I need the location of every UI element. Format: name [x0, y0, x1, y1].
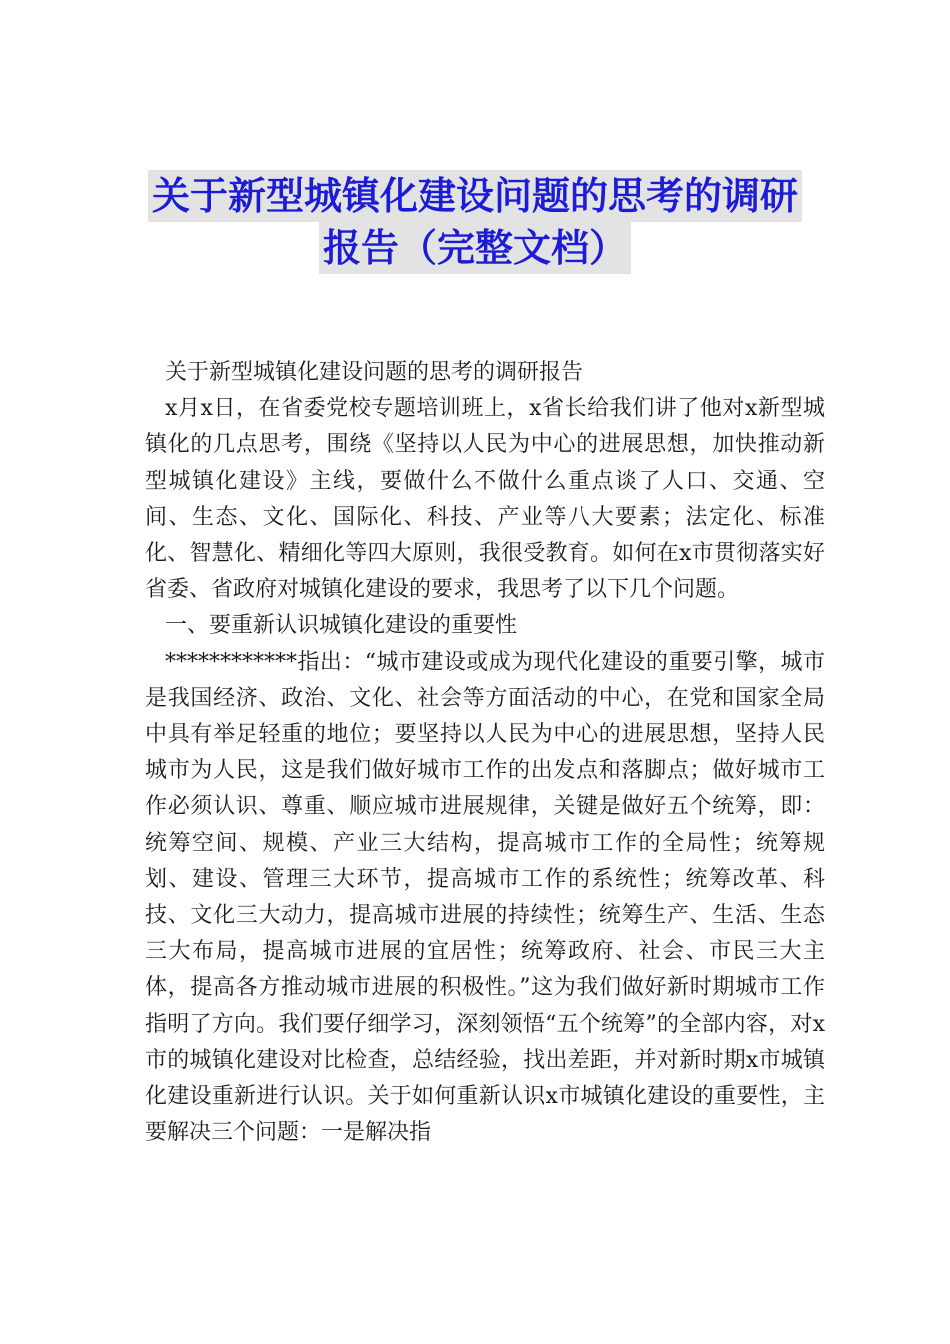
document-title: [0, 170, 950, 274]
section-heading: 一、要重新认识城镇化建设的重要性: [165, 613, 518, 639]
body-paragraph: ************指出：“城市建设或成为现代化建设的重要引擎，城市是我国经济、政治、文化、社会等方面活动的中心，在党和国家全局中具有举足轻重的地位；要坚持以人民为中心的进展思想，坚持人民城市为人民，这是我们做好城市工作的出发点和落脚点；做好城市工作必须认识、尊重、顺应城市进展规律，关键是做好五个统筹，即：统筹空间、规模、产业三大结构，提高城市工作的全局性；统筹规划、建设、管理三大环节，提高城市工作的系统性；统筹改革、科技、文化三大动力，提高城市进展的持续性；统筹生产、生活、生态三大布局，提高城市进展的宜居性；统筹政府、社会、市民三大主体，提高各方推动城市进展的积极性。”这为我们做好新时期城市工作指明了方向。我们要仔细学习，深刻领悟“五个统筹”的全部内容，对x市的城镇化建设对比检查，总结经验，找出差距，并对新时期x市城镇化建设重新进行认识。关于如何重新认识x市城镇化建设的重要性，主要解决三个问题：一是解决指: [145, 649, 825, 1146]
subtitle-paragraph: 关于新型城镇化建设问题的思考的调研报告: [165, 360, 584, 385]
title-line-2: 报告（完整文档）: [319, 222, 631, 274]
document-body: [145, 355, 825, 1151]
title-line-1: 关于新型城镇化建设问题的思考的调研: [148, 170, 802, 222]
body-paragraph: x月x日，在省委党校专题培训班上，x省长给我们讲了他对x新型城镇化的几点思考，围绕《坚持以人民为中心的进展思想，加快推动新型城镇化建设》主线，要做什么不做什么重点谈了人口、交通、空间、生态、文化、国际化、科技、产业等八大要素；法定化、标准化、智慧化、精细化等四大原则，我很受教育。如何在x市贯彻落实好省委、省政府对城镇化建设的要求，我思考了以下几个问题。: [145, 396, 825, 603]
